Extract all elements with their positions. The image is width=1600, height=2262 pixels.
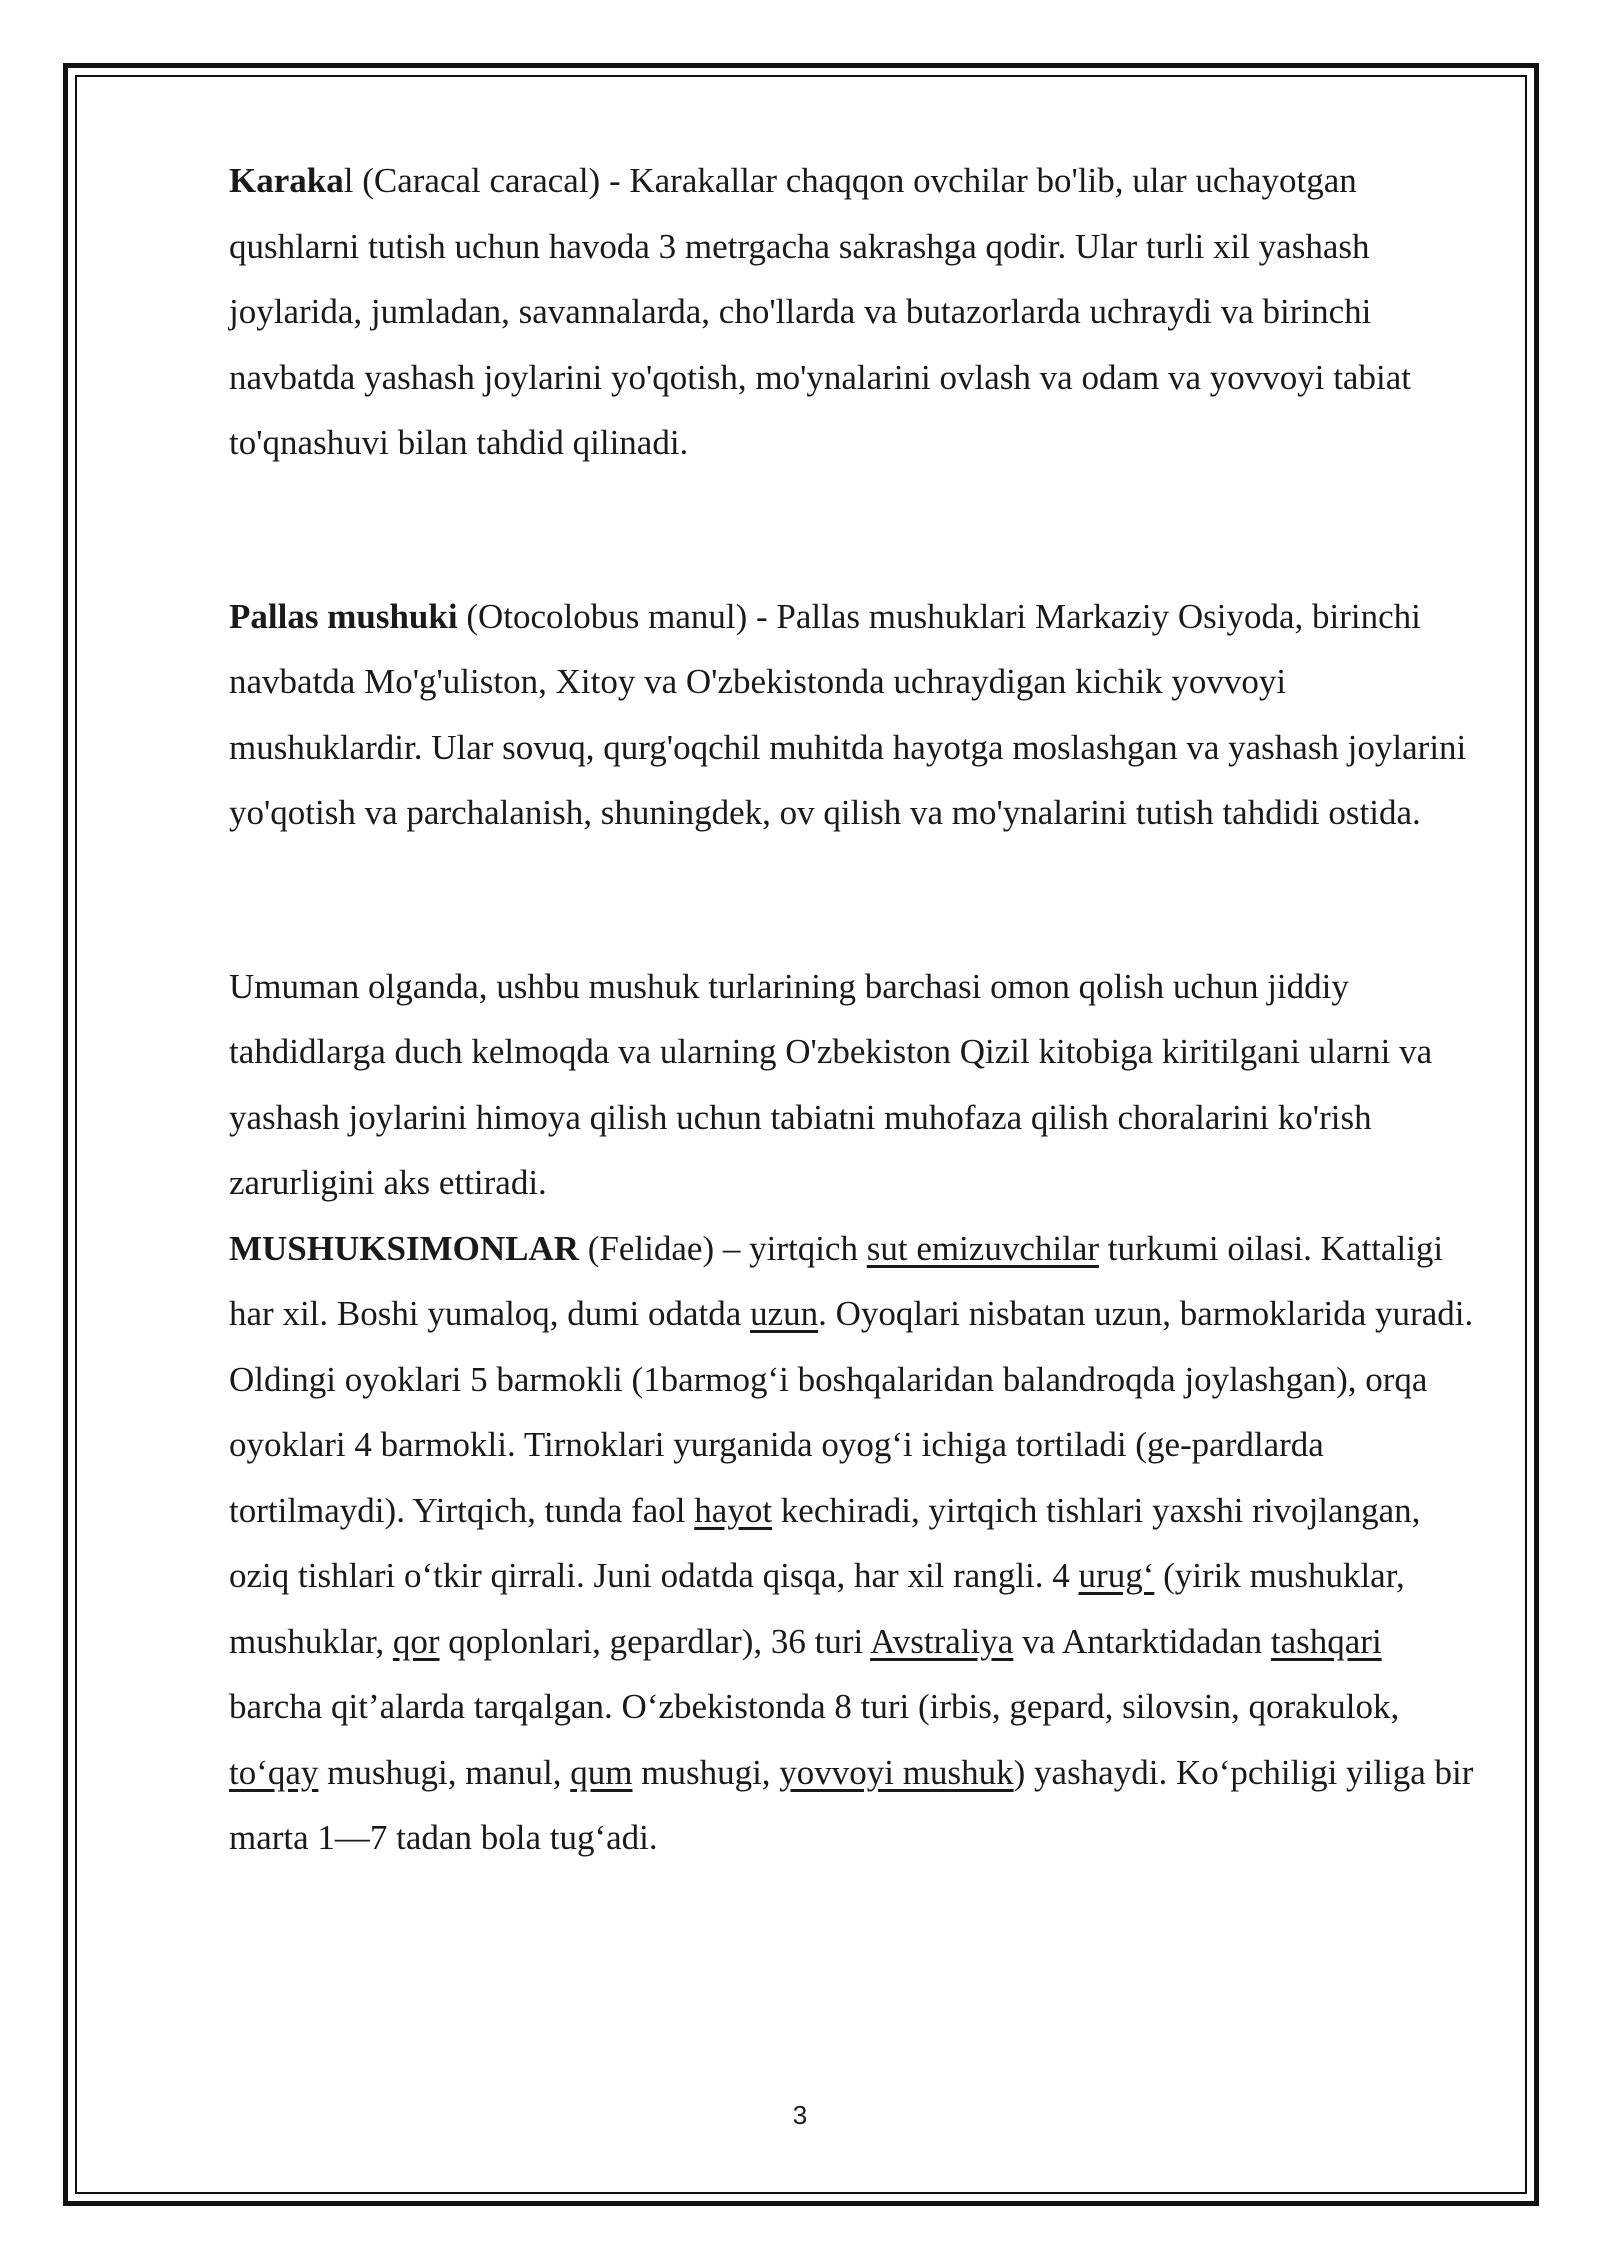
text-segment: mushugi, <box>632 1752 780 1792</box>
link-hayot[interactable]: hayot <box>694 1490 773 1530</box>
link-qum[interactable]: qum <box>570 1752 633 1792</box>
link-urug[interactable]: urug‘ <box>1078 1556 1155 1595</box>
paragraph-text: (Otocolobus manul) - Pallas mushuklari Markaziy Osiyoda, birinchi navbatda Mo'g'uliston, Xitoy va O'zbekistonda uchraydigan kichik yovvoyi mushuklardir. Ular sovuq, qurg'oqchil muhitda hayotga moslashgan va yashash joylarini yo'qotish va parchalanish, shuningdek, ov qilish va mo'ynalarini tutish tahdidi ostida. <box>229 596 1467 832</box>
term-karakal-rest: l <box>343 161 354 200</box>
text-segment: va Antarktidadan <box>1013 1621 1271 1661</box>
text-segment: ) yashaydi. Ko‘pchiligi yiliga bir marta 1—7 tadan bola tug‘adi. <box>229 1752 1474 1857</box>
link-uzun[interactable]: uzun <box>750 1294 819 1333</box>
text-segment: qoplonlari, gepardlar), 36 turi <box>439 1621 871 1661</box>
text-segment: (Felidae) – yirtqich <box>579 1228 867 1268</box>
page-number: 3 <box>792 2100 808 2130</box>
term-pallas: Pallas mushuki <box>229 596 458 636</box>
link-toqay[interactable]: to‘qay <box>229 1752 319 1792</box>
paragraph-felidae <box>229 1216 1481 1871</box>
link-yovvoyi-mushuk[interactable]: yovvoyi mushuk <box>779 1752 1014 1792</box>
paragraph-summary: Umuman olganda, ushbu mushuk turlarining barchasi omon qolish uchun jiddiy tahdidlarga duch kelmoqda va ularning O'zbekiston Qizil kitobiga kiritilgani ularni va yashash joylarini himoya qilish uchun tabiatni muhofaza qilish choralarini ko'rish zarurligini aks ettiradi. <box>229 966 1433 1202</box>
text-segment: mushugi, manul, <box>318 1752 571 1792</box>
term-karakal: Karaka <box>229 161 344 200</box>
paragraph-text: (Caracal caracal) - Karakallar chaqqon ovchilar bo'lib, ular uchayotgan qushlarni tutish uchun havoda 3 metrgacha sakrashga qodir. Ular turli xil yashash joylarida, jumladan, savannalarda, cho'llarda va butazorlarda uchraydi va birinchi navbatda yashash joylarini yo'qotish, mo'ynalarini ovlash va odam va yovvoyi tabiat to'qnashuvi bilan tahdid qilinadi. <box>229 161 1411 462</box>
link-tashqari[interactable]: tashqari <box>1270 1621 1382 1661</box>
text-segment: (yirik mushuklar, mushuklar, <box>229 1556 1405 1661</box>
link-avstraliya[interactable]: Avstraliya <box>870 1621 1014 1661</box>
document-body <box>229 148 1481 1871</box>
text-segment: turkumi oilasi. Kattaligi har xil. Boshi yumaloq, dumi odatda <box>229 1228 1444 1333</box>
link-sut-emizuvchilar[interactable]: sut emizuvchilar <box>866 1228 1100 1268</box>
term-felidae: MUSHUKSIMONLAR <box>229 1228 580 1268</box>
text-segment: . Oyoqlari nisbatan uzun, barmoklarida yuradi. Oldingi oyoklari 5 barmokli (1barmog‘i boshqalaridan balandroqda joylashgan), orqa oyoklari 4 barmokli. Tirnoklari yurganida oyog‘i ichiga tortiladi (ge-pardlarda tortilmaydi). Yirtqich, tunda faol <box>229 1294 1474 1530</box>
paragraph-pallas <box>229 584 1481 846</box>
text-segment: kechiradi, yirtqich tishlari yaxshi rivojlangan, oziq tishlari o‘tkir qirrali. Juni odatda qisqa, har xil rangli. 4 <box>229 1490 1421 1595</box>
text-segment: barcha qit’alarda tarqalgan. O‘zbekistonda 8 turi (irbis, gepard, silovsin, qorakulok, <box>229 1687 1400 1726</box>
link-qor[interactable]: qor <box>392 1621 440 1661</box>
paragraph-karakal <box>229 148 1481 476</box>
